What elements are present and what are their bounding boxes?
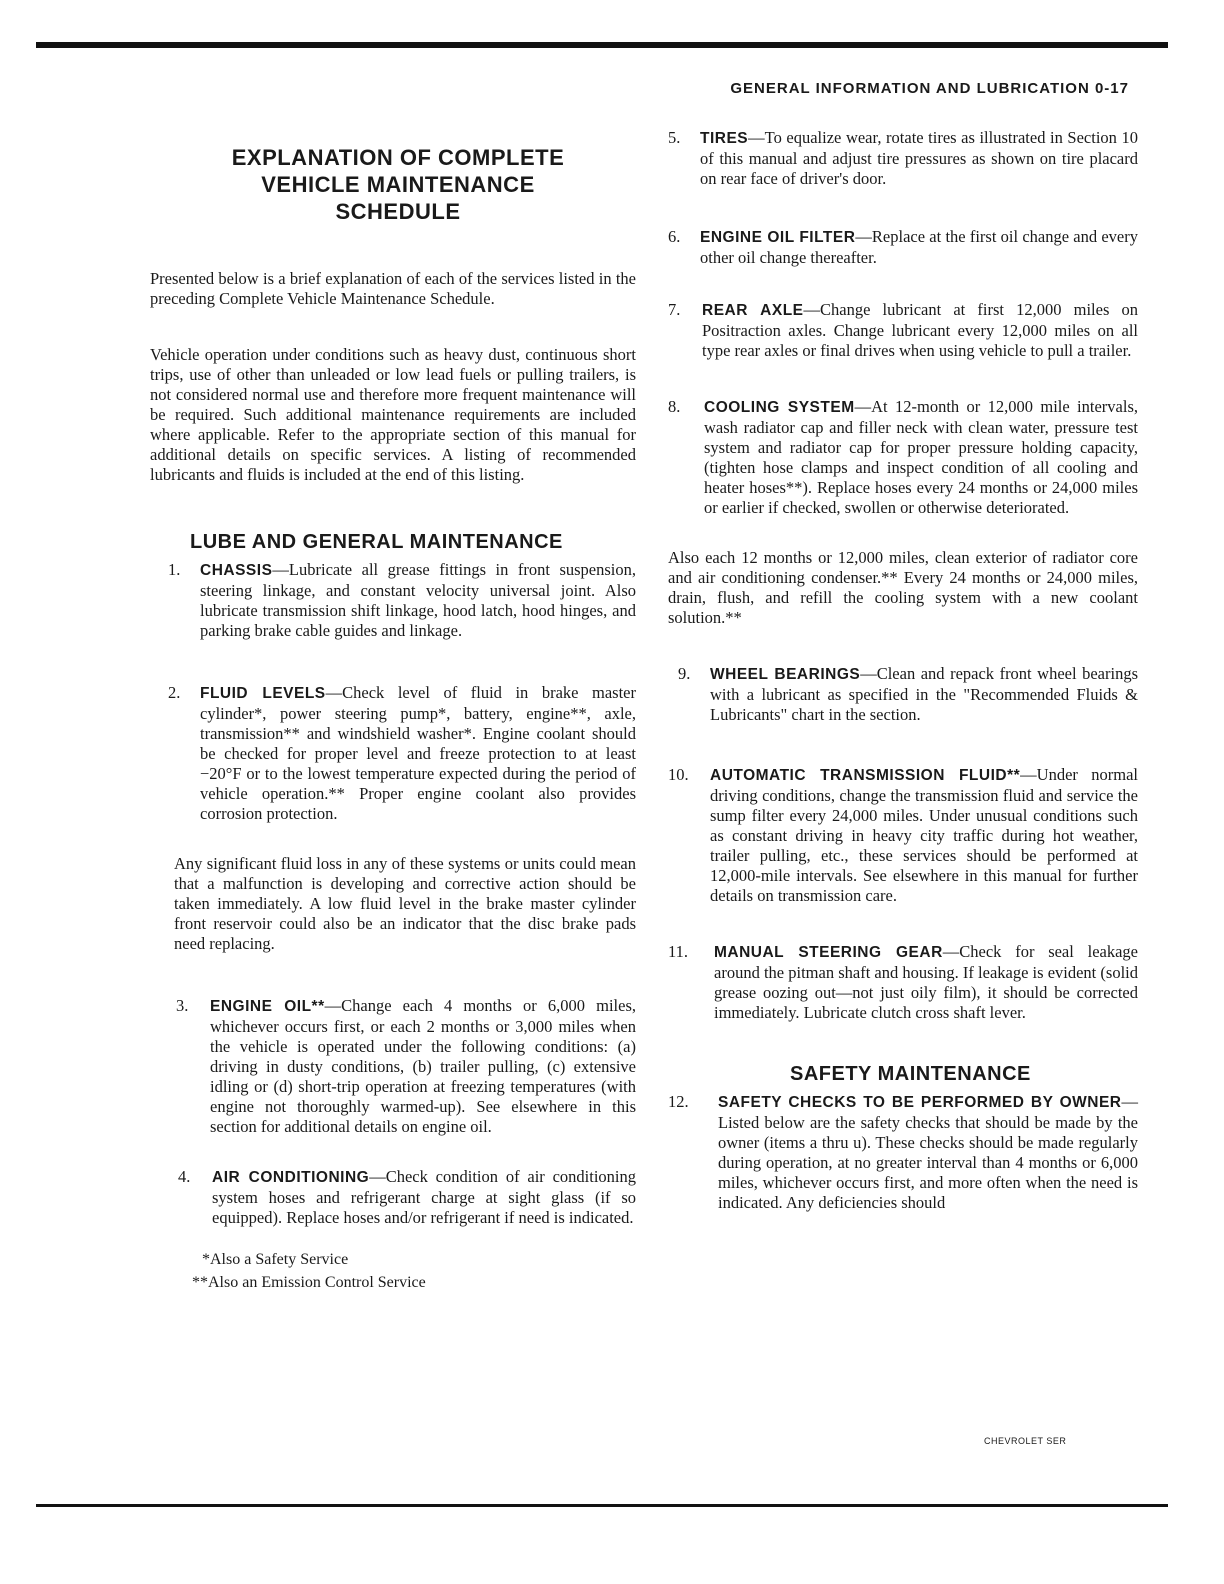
item-tires [668, 128, 1138, 189]
item-safety-checks [668, 1092, 1138, 1213]
right-column [668, 128, 1138, 1213]
item-wheel-bearings [678, 664, 1138, 725]
fluid-loss-note: Any significant fluid loss in any of these systems or units could mean that a malfunction is developing and corrective action should be taken immediately. A low fluid level in the brake master cylinder front reservoir could also be an indicator that the disc brake pads need replacing. [174, 854, 636, 953]
item-number: 7. [668, 300, 681, 319]
item-heading: ENGINE OIL** [210, 998, 325, 1015]
item-heading: WHEEL BEARINGS [710, 666, 861, 683]
title-line: SCHEDULE [335, 199, 461, 224]
item-heading: AIR CONDITIONING [212, 1169, 370, 1186]
item-number: 1. [168, 560, 181, 579]
item-text: —Under normal driving conditions, change the transmission fluid and service the sump filter every 24,000 miles. Under unusual conditions such as constant driving in heavy city traffic during hot weather, trailer pulling, etc., these services should be performed at 12,000-mile intervals. See elsewhere in this manual for further details on transmission care. [710, 765, 1138, 905]
item-number: 2. [168, 683, 181, 702]
item-heading: REAR AXLE [702, 302, 804, 319]
item-number: 6. [668, 227, 681, 246]
operation-note: Vehicle operation under conditions such as heavy dust, continuous short trips, use of other than unleaded or low lead fuels or pulling trailers, is not considered normal use and therefore more frequent maintenance will be required. Such additional maintenance requirements are included where applicable. Refer to the appropriate section of this manual for additional details on specific services. A listing of recommended lubricants and fluids is included at the end of this listing. [150, 345, 636, 484]
item-text: —Replace at the first oil change and every other oil change thereafter. [700, 227, 1138, 267]
lube-heading: LUBE AND GENERAL MAINTENANCE [190, 531, 563, 553]
item-rear-axle [668, 300, 1138, 361]
running-head: GENERAL INFORMATION AND LUBRICATION 0-17 [730, 80, 1129, 97]
page-title [160, 144, 636, 225]
item-heading: COOLING SYSTEM [704, 399, 855, 416]
item-manual-steering-gear [668, 942, 1138, 1023]
item-text: —Listed below are the safety checks that should be made by the owner (items a thru u). These checks should be made regularly during operation, at no greater interval than 4 months or 6,000 miles, whichever occurs first, and more often when the need is indicated. Any deficiencies should [718, 1092, 1138, 1212]
item-heading: ENGINE OIL FILTER [700, 229, 856, 246]
item-text: —Clean and repack front wheel bearings with a lubricant as specified in the "Recommended Fluids & Lubricants" chart in the section. [710, 664, 1138, 724]
item-number: 9. [678, 664, 691, 683]
item-number: 10. [668, 765, 689, 784]
item-number: 4. [178, 1167, 191, 1186]
item-air-conditioning [178, 1167, 636, 1228]
item-heading: TIRES [700, 130, 749, 147]
footnote-safety: *Also a Safety Service [202, 1251, 349, 1268]
item-automatic-transmission-fluid [668, 765, 1138, 906]
title-line: EXPLANATION OF COMPLETE [231, 145, 565, 170]
item-engine-oil [176, 996, 636, 1137]
footnotes [192, 1248, 636, 1294]
item-text: —Lubricate all grease fittings in front suspension, steering linkage, and constant velocity universal joint. Also lubricate transmission shift linkage, hood latch, hood hinges, and parking brake cable guides and linkage. [200, 560, 636, 640]
left-column [150, 128, 636, 1294]
top-rule [36, 42, 1168, 48]
item-chassis [168, 560, 636, 641]
item-number: 8. [668, 397, 681, 416]
item-heading: FLUID LEVELS [200, 685, 326, 702]
item-heading: SAFETY CHECKS TO BE PERFORMED BY OWNER [718, 1094, 1122, 1111]
item-number: 11. [668, 942, 689, 961]
item-text: —To equalize wear, rotate tires as illustrated in Section 10 of this manual and adjust tire pressures as shown on tire placard on rear face of driver's door. [700, 128, 1138, 188]
item-text: —Check for seal leakage around the pitman shaft and housing. If leakage is evident (solid grease oozing out—not just oily film), it should be corrected immediately. Lubricate clutch cross shaft lever. [714, 942, 1138, 1022]
intro-paragraph: Presented below is a brief explanation of each of the services listed in the preceding Complete Vehicle Maintenance Schedule. [150, 269, 636, 308]
item-text: —Change lubricant at first 12,000 miles on Positraction axles. Change lubricant every 12,000 miles on all type rear axles or final drives when using vehicle to pull a trailer. [702, 300, 1139, 360]
item-text: —At 12-month or 12,000 mile intervals, wash radiator cap and filler neck with clean water, pressure test system and radiator cap for proper pressure holding capacity, (tighten hose clamps and inspect condition of all cooling and heater hoses**). Replace hoses every 24 months or 24,000 miles or earlier if checked, swollen or otherwise deteriorated. [704, 397, 1138, 517]
footer-mark: CHEVROLET SER [984, 1436, 1067, 1446]
item-heading: CHASSIS [200, 562, 273, 579]
item-text: —Change each 4 months or 6,000 miles, whichever occurs first, or each 2 months or 3,000 miles when the vehicle is operated under the following conditions: (a) driving in dusty conditions, (b) trailer pulling, (c) extensive idling or (d) short-trip operation at freezing temperatures (with engine not thoroughly warmed-up). See elsewhere in this section for additional details on engine oil. [210, 996, 636, 1136]
item-number: 12. [668, 1092, 689, 1111]
item-fluid-levels [168, 683, 636, 824]
item-heading: AUTOMATIC TRANSMISSION FLUID** [710, 767, 1021, 784]
item-heading: MANUAL STEERING GEAR [714, 944, 943, 961]
bottom-rule [36, 1504, 1168, 1507]
item-number: 3. [176, 996, 189, 1015]
item-engine-oil-filter [668, 227, 1138, 268]
footnote-emission: **Also an Emission Control Service [192, 1274, 426, 1291]
item-number: 5. [668, 128, 681, 147]
item-cooling-system [668, 397, 1138, 518]
cooling-note: Also each 12 months or 12,000 miles, clean exterior of radiator core and air conditioning condenser.** Every 24 months or 24,000 miles, drain, flush, and refill the cooling system with a new coolant solution.** [668, 548, 1138, 627]
item-text: —Check condition of air conditioning system hoses and refrigerant charge at sight glass (if so equipped). Replace hoses and/or refrigerant if need is indicated. [212, 1167, 636, 1227]
title-line: VEHICLE MAINTENANCE [261, 172, 535, 197]
safety-heading: SAFETY MAINTENANCE [790, 1063, 1031, 1085]
item-text: —Check level of fluid in brake master cylinder*, power steering pump*, battery, engine**, axle, transmission** and windshield washer*. Engine coolant should be checked for proper level and freeze protection to at least −20°F or to the lowest temperature expected during the period of vehicle operation.** Proper engine coolant also provides corrosion protection. [200, 683, 636, 823]
